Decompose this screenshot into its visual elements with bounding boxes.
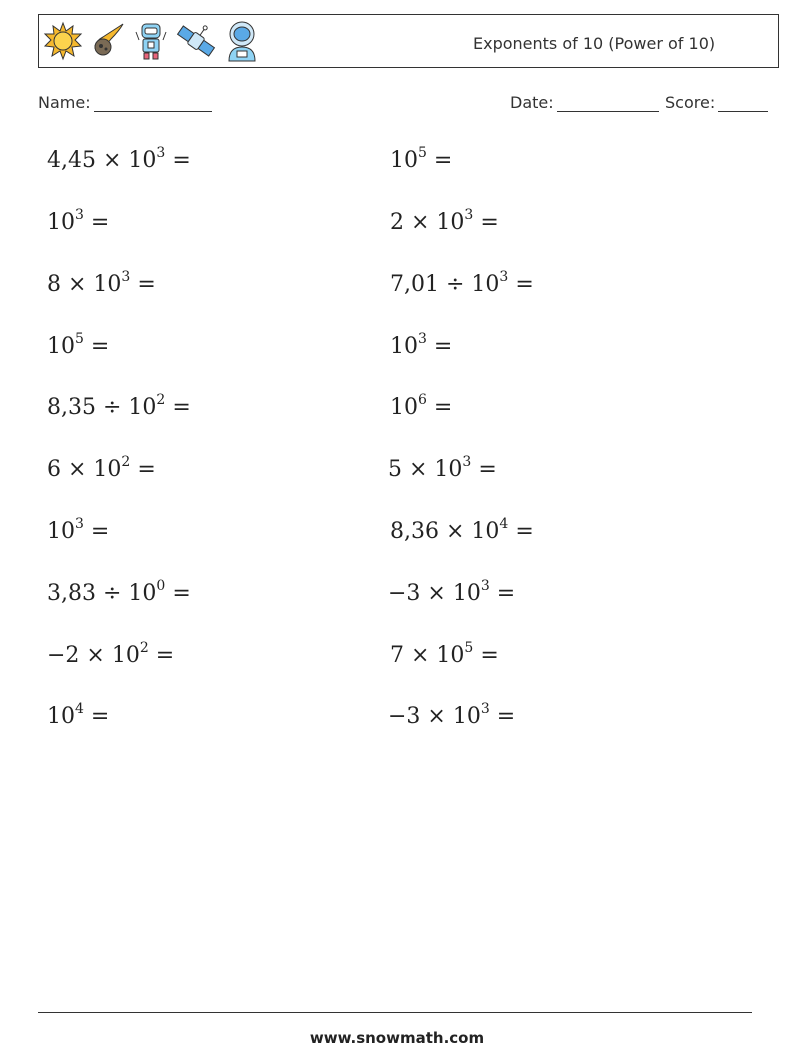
date-field: [510, 93, 659, 112]
problem-8: $10^3$ =: [390, 330, 453, 359]
problem-18: $7 \times 10^5$ =: [390, 639, 499, 668]
robot-icon: [133, 20, 169, 62]
problem-13: $10^3$ =: [47, 515, 110, 544]
worksheet-title: Exponents of 10 (Power of 10): [473, 34, 716, 53]
header-icons: [43, 18, 261, 64]
problem-20: $-3 \times 10^3$ =: [388, 700, 516, 729]
footer-url[interactable]: www.snowmath.com: [309, 1029, 485, 1047]
problem-2: $10^5$ =: [390, 144, 453, 173]
name-field: [38, 93, 212, 112]
problem-10: $10^6$ =: [390, 391, 453, 420]
problem-16: $-3 \times 10^3$ =: [388, 577, 516, 606]
comet-icon: [89, 21, 127, 61]
problem-19: $10^4$ =: [47, 700, 110, 729]
score-field: [665, 93, 768, 112]
worksheet-header: [38, 14, 779, 68]
problem-14: $8,36 \times 10^4$ =: [390, 515, 534, 544]
problem-6: $7,01 \div 10^3$ =: [390, 268, 534, 297]
problem-9: $8,35 \div 10^2$ =: [47, 391, 191, 420]
footer-divider: [38, 1012, 752, 1013]
problem-4: $2 \times 10^3$ =: [390, 206, 499, 235]
astronaut-icon: [223, 19, 261, 63]
problem-1: $4,45 \times 10^3$ =: [47, 144, 191, 173]
problem-15: $3,83 \div 10^0$ =: [47, 577, 191, 606]
problem-12: $5 \times 10^3$ =: [388, 453, 497, 482]
date-label: Date:: [510, 93, 554, 112]
problem-11: $6 \times 10^2$ =: [47, 453, 156, 482]
problem-17: $-2 \times 10^2$ =: [47, 639, 175, 668]
problem-3: $10^3$ =: [47, 206, 110, 235]
score-blank[interactable]: [718, 95, 768, 112]
date-blank[interactable]: [557, 95, 659, 112]
score-label: Score:: [665, 93, 716, 112]
sun-icon: [43, 21, 83, 61]
problem-7: $10^5$ =: [47, 330, 110, 359]
problem-5: $8 \times 10^3$ =: [47, 268, 156, 297]
name-blank[interactable]: [94, 95, 212, 112]
satellite-icon: [175, 20, 217, 62]
name-label: Name:: [38, 93, 91, 112]
